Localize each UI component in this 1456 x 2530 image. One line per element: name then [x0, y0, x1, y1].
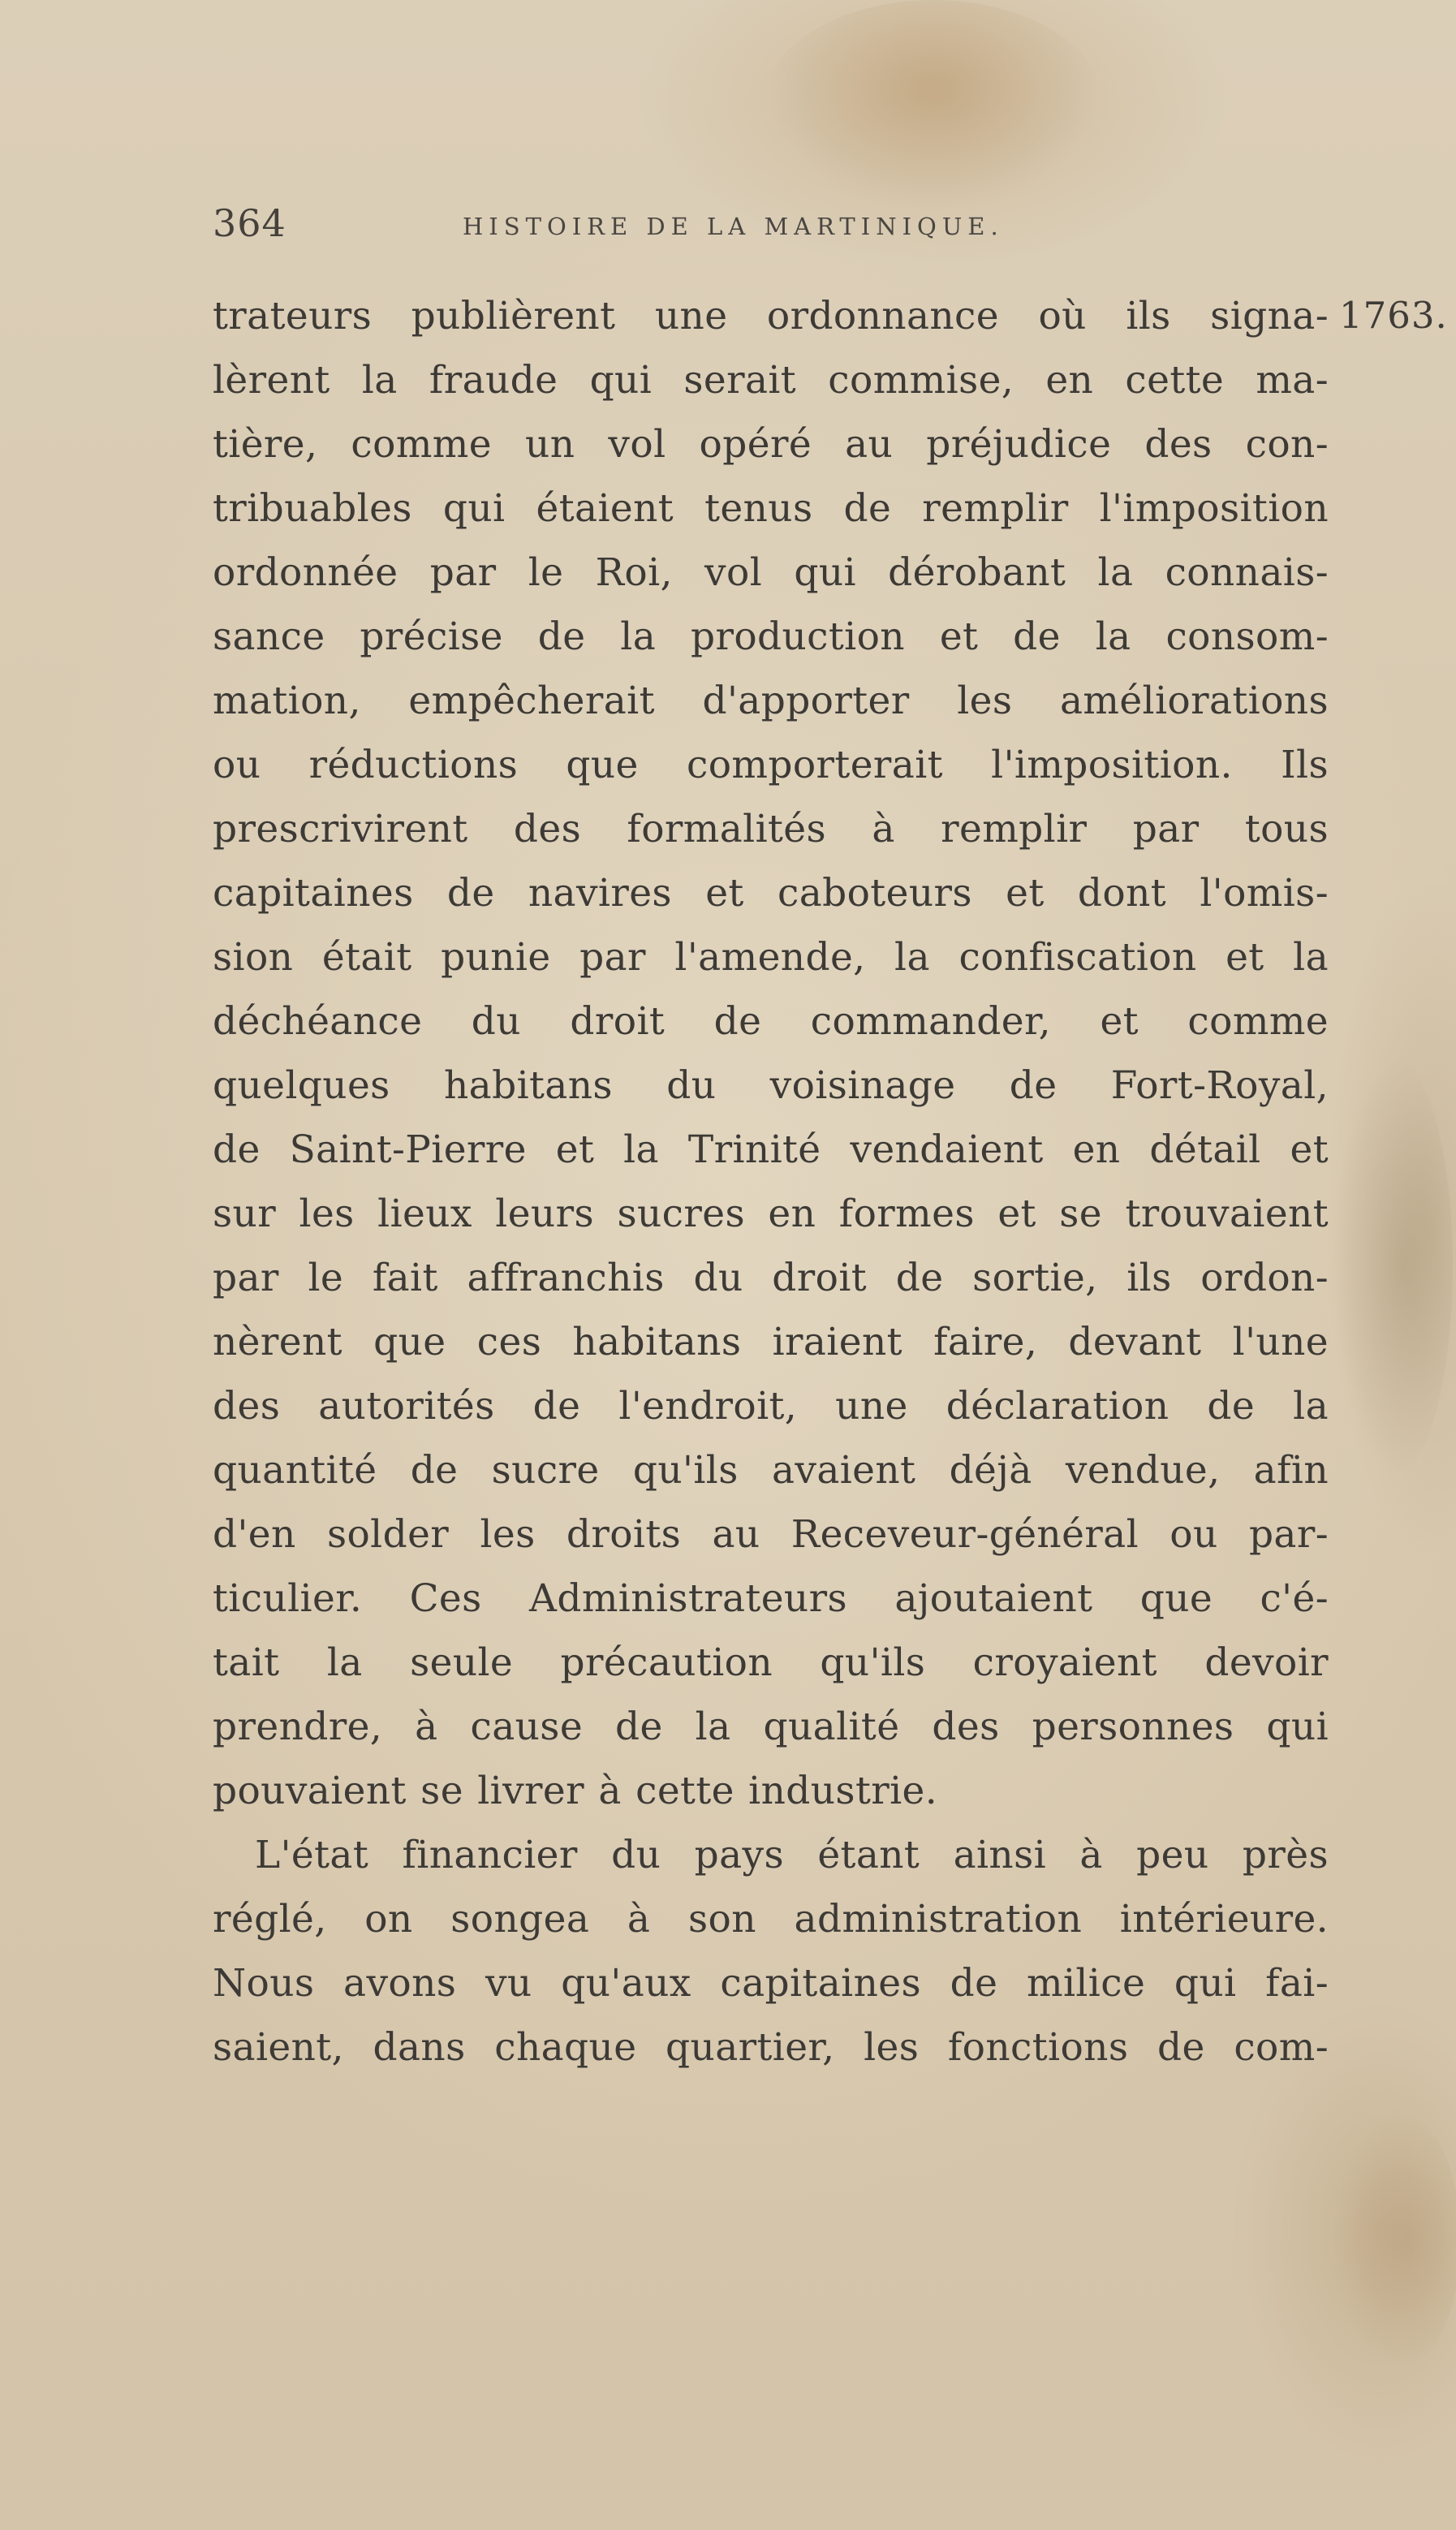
text-line: nèrent que ces habitans iraient faire, devant l'une — [213, 1320, 1329, 1364]
text-line: sion était punie par l'amende, la confiscation et la — [213, 935, 1329, 980]
text-line: tribuables qui étaient tenus de remplir l'imposition — [213, 486, 1329, 531]
text-line: ou réductions que comporterait l'imposition. Ils — [213, 743, 1329, 787]
text-line: déchéance du droit de commander, et comme — [213, 999, 1329, 1044]
text-line: tait la seule précaution qu'ils croyaient devoir — [213, 1640, 1329, 1685]
text-line: capitaines de navires et caboteurs et dont l'omis- — [213, 871, 1329, 916]
text-line: quelques habitans du voisinage de Fort-Royal, — [213, 1063, 1329, 1108]
text-line: ordonnée par le Roi, vol qui dérobant la connais- — [213, 550, 1329, 595]
body-text — [213, 284, 1329, 2080]
text-line: saient, dans chaque quartier, les fonctions de com- — [213, 2025, 1329, 2070]
text-line: trateurs publièrent une ordonnance où ils signa- — [213, 294, 1329, 338]
text-line: Nous avons vu qu'aux capitaines de milice qui fai- — [213, 1961, 1329, 2006]
text-line: ticulier. Ces Administrateurs ajoutaient que c'é- — [213, 1576, 1329, 1621]
text-line: tière, comme un vol opéré au préjudice des con- — [213, 422, 1329, 467]
text-line: quantité de sucre qu'ils avaient déjà vendue, afin — [213, 1448, 1329, 1493]
paragraph-start-line: L'état financier du pays étant ainsi à peu près — [255, 1833, 1329, 1877]
text-line: par le fait affranchis du droit de sortie, ils ordon- — [213, 1256, 1329, 1300]
paragraph-end-line: pouvaient se livrer à cette industrie. — [213, 1769, 938, 1813]
text-line: lèrent la fraude qui serait commise, en cette ma- — [213, 358, 1329, 403]
paper-stain — [1331, 1055, 1453, 1477]
page-header — [213, 201, 1105, 258]
text-line: mation, empêcherait d'apporter les améliorations — [213, 679, 1329, 723]
page-number: 364 — [213, 201, 286, 245]
text-line: des autorités de l'endroit, une déclaration de la — [213, 1384, 1329, 1429]
text-line: de Saint-Pierre et la Trinité vendaient en détail et — [213, 1127, 1329, 1172]
running-title: HISTOIRE DE LA MARTINIQUE. — [463, 213, 1004, 240]
text-line: prescrivirent des formalités à remplir par tous — [213, 807, 1329, 851]
text-line: sance précise de la production et de la consom- — [213, 614, 1329, 659]
paper-stain — [763, 0, 1104, 211]
text-line: prendre, à cause de la qualité des personnes qui — [213, 1705, 1329, 1749]
text-line: réglé, on songea à son administration intérieure. — [213, 1897, 1329, 1942]
text-line: sur les lieux leurs sucres en formes et se trouvaient — [213, 1192, 1329, 1236]
text-line: d'en solder les droits au Receveur-général ou par- — [213, 1512, 1329, 1557]
paper-stain — [1331, 2110, 1456, 2370]
margin-year-note: 1763. — [1339, 294, 1448, 337]
